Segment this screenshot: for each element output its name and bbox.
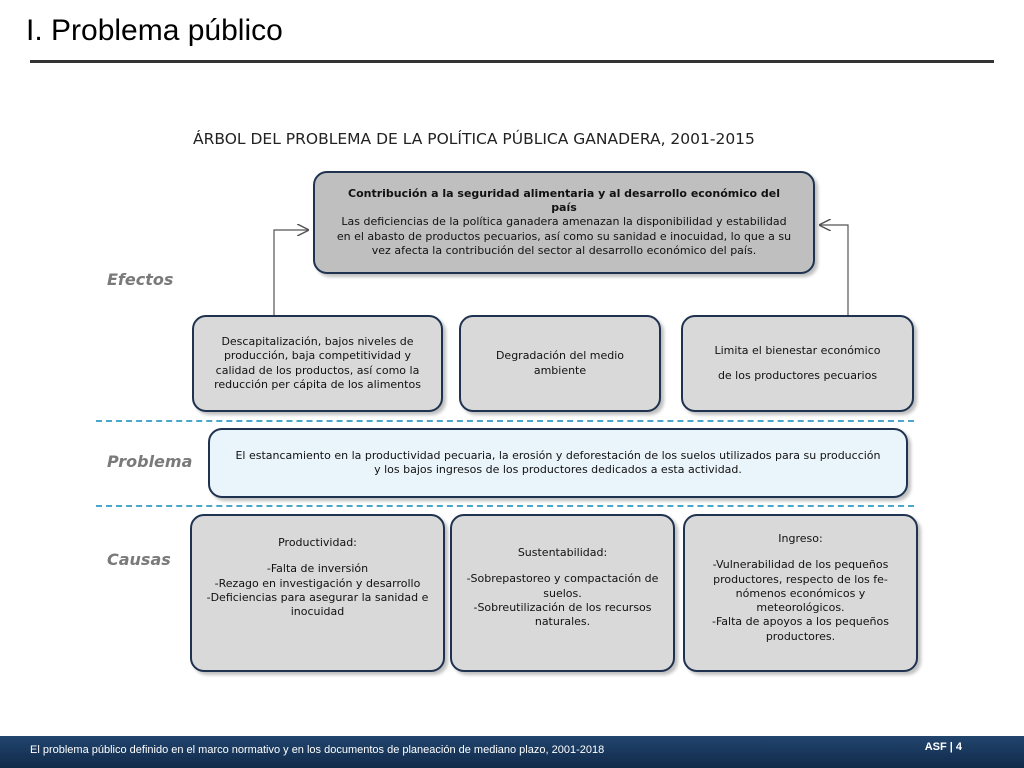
effect-text-line: de los productores pecuarios [717,368,878,382]
cause-item: -Sobreutilización de los recursos naturales. [473,600,652,629]
goal-box [313,171,815,274]
effect-text-line: Limita el bienestar económico [714,344,881,358]
effect-box-bienestar [681,315,914,412]
problem-box [208,428,908,498]
cause-box-productividad [190,514,445,672]
effect-text: Descapitalización, bajos niveles de producción, baja competitividad y calidad de los productos, así como la reducción per cápita de los alimentos [214,334,421,391]
cause-item: -Falta de inversión [266,562,369,576]
diagram-title: ÁRBOL DEL PROBLEMA DE LA POLÍTICA PÚBLICA GANADERA, 2001-2015 [193,130,755,148]
slide-title: I. Problema público [26,14,283,47]
page-number: ASF | 4 [924,741,962,753]
cause-item: -Deficiencias para asegurar la sanidad e inocuidad [206,590,429,619]
goal-body: Las deficiencias de la política ganadera amenazan la disponibilidad y estabilidad en el abasto de productos pecuarios, así como su sanidad e inocuidad, lo que a su vez afecta la contribución del sector al desarrollo económico del país. [336,215,792,257]
section-divider-top [96,420,914,422]
effect-text: Degradación del medio ambiente [495,349,625,377]
causas-label: Causas [107,550,171,569]
right-connector-arrow [820,225,848,315]
cause-item: -Falta de apoyos a los pequeños productores. [712,615,889,643]
section-divider-bottom [96,505,914,507]
cause-item: -Vulnerabilidad de los pequeños productores, respecto de los fe-nómenos económicos y meteorológicos. [712,558,889,615]
cause-heading: Sustentabilidad: [517,546,608,559]
problem-text: El estancamiento en la productividad pecuaria, la erosión y deforestación de los suelos utilizados para su producción y los bajos ingresos de los productores dedicados a esta actividad. [235,448,881,476]
cause-item: -Rezago en investigación y desarrollo [214,576,421,590]
effect-box-descapitalizacion [192,315,443,412]
cause-heading: Productividad: [278,536,357,549]
cause-item: -Sobrepastoreo y compactación de suelos. [466,572,659,600]
footer-caption: El problema público definido en el marco normativo y en los documentos de planeación de mediano plazo, 2001-2018 [30,744,605,756]
problema-label: Problema [107,452,193,471]
cause-heading: Ingreso: [778,532,823,545]
goal-heading: Contribución a la seguridad alimentaria y al desarrollo económico del país [348,186,780,215]
efectos-label: Efectos [107,270,174,289]
title-divider [30,60,994,63]
cause-box-sustentabilidad [450,514,675,672]
cause-box-ingreso [683,514,918,672]
left-connector-arrow [274,230,308,315]
effect-box-degradacion [459,315,661,412]
